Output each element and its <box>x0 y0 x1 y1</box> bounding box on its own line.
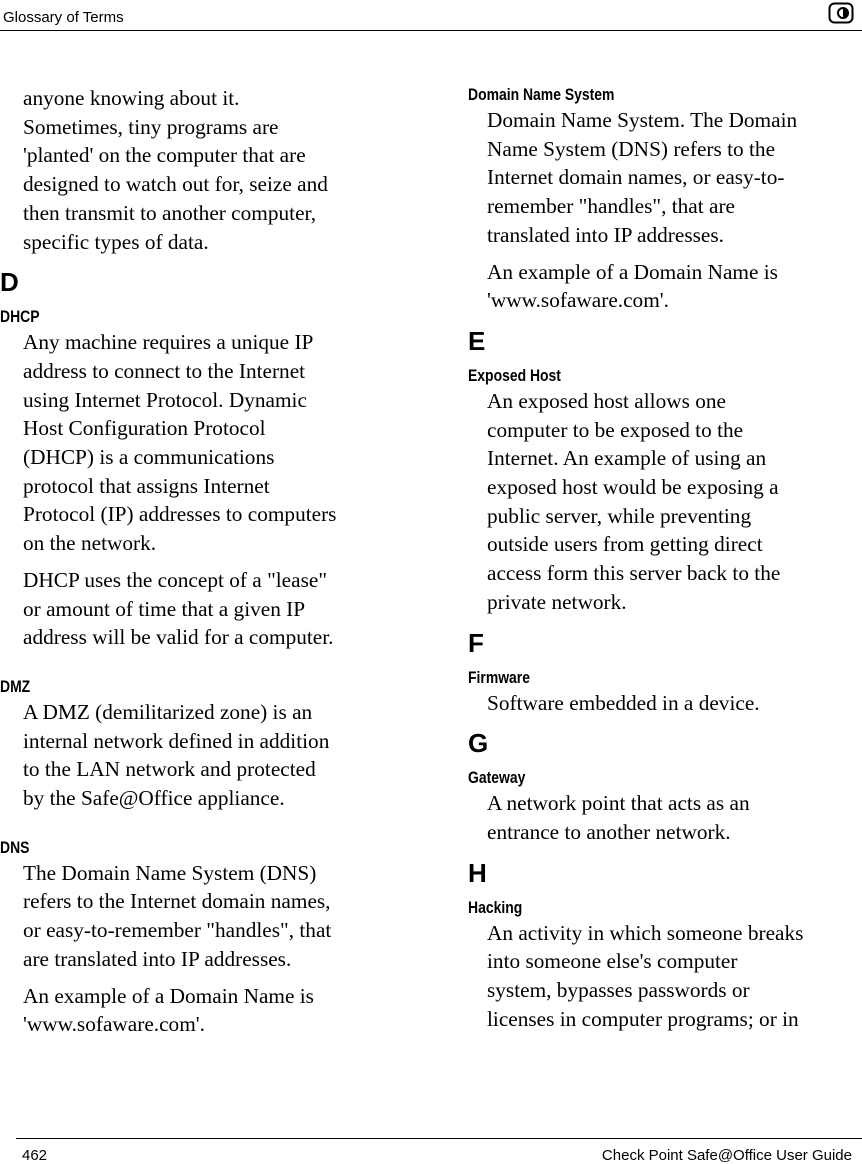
page-header-title: Glossary of Terms <box>3 9 124 26</box>
term-gateway: Gateway <box>468 768 526 788</box>
section-letter-f: F <box>468 627 484 658</box>
page-number: 462 <box>22 1147 48 1164</box>
footer-doc-title: Check Point Safe@Office User Guide <box>601 1147 852 1164</box>
left-column <box>0 84 400 1039</box>
dmz-definition: A DMZ (demilitarized zone) is an internal network defined in addition to the LAN network and protected by the Safe@Office appliance. <box>23 699 330 811</box>
continued-paragraph: anyone knowing about it. Sometimes, tiny programs are 'planted' on the computer that are designed to watch out for, seize and then transmit to another computer, specific types of data. <box>23 86 328 254</box>
section-letter-g: G <box>468 728 489 759</box>
dns-definition: The Domain Name System (DNS) refers to the Internet domain names, or easy-to-remember "handles", that are translated into IP addresses. <box>23 860 332 971</box>
right-column <box>468 84 862 1033</box>
logo-icon <box>828 2 854 24</box>
exposed-host-definition: An exposed host allows one computer to be exposed to the Internet. An example of using an exposed host would be exposing a public server, while preventing outside users from getting direct access form this server back to the private network. <box>487 388 781 614</box>
term-dns: DNS <box>0 837 30 857</box>
section-letter-e: E <box>468 325 486 356</box>
header-rule <box>0 30 862 31</box>
dhcp-definition: Any machine requires a unique IP address to connect to the Internet using Internet Protocol. Dynamic Host Configuration Protocol (DHCP) is a communications protocol that assigns Internet Protocol (IP) addresses to computers on the network. <box>23 330 337 556</box>
gateway-definition: A network point that acts as an entrance to another network. <box>487 791 750 844</box>
hacking-definition: An activity in which someone breaks into someone else's computer system, bypasses passwords or licenses in computer programs; or in <box>487 920 804 1031</box>
domain-name-system-definition-2: An example of a Domain Name is 'www.sofaware.com'. <box>487 259 778 313</box>
term-dmz: DMZ <box>0 676 31 696</box>
dns-definition-2: An example of a Domain Name is 'www.sofaware.com'. <box>23 983 314 1037</box>
section-letter-d: D <box>0 267 19 298</box>
section-letter-h: H <box>468 857 487 888</box>
footer-rule <box>16 1138 862 1139</box>
term-domain-name-system: Domain Name System <box>468 85 615 104</box>
term-firmware: Firmware <box>468 667 530 687</box>
firmware-definition: Software embedded in a device. <box>487 690 760 715</box>
domain-name-system-definition: Domain Name System. The Domain Name System (DNS) refers to the Internet domain names, or easy-to- remember "handles", that are translated into IP addresses. <box>487 108 798 247</box>
term-hacking: Hacking <box>468 897 523 917</box>
term-dhcp: DHCP <box>0 307 40 327</box>
dhcp-definition-2: DHCP uses the concept of a "lease" or amount of time that a given IP address will be valid for a computer. <box>23 567 334 650</box>
term-exposed-host: Exposed Host <box>468 365 561 385</box>
